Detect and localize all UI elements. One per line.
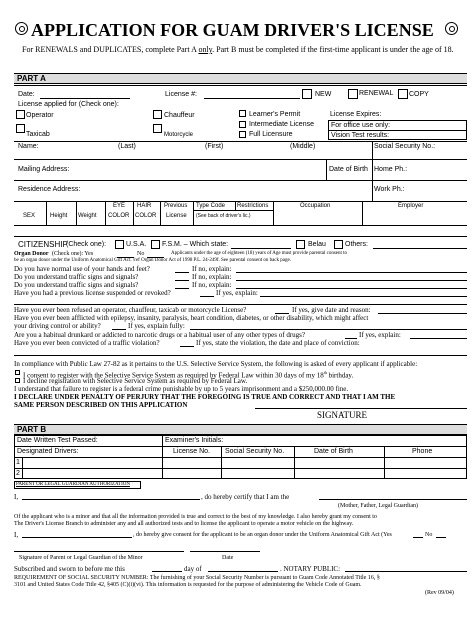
copy-checkbox[interactable] bbox=[398, 89, 408, 99]
q7-explain-label: If yes, explain: bbox=[359, 331, 401, 339]
guardian-organ-yes-field[interactable] bbox=[413, 537, 423, 538]
question-refused: Have you ever been refused an operator, chauffeur, taxicab or motorcycle License? bbox=[14, 306, 247, 314]
taxicab-label: Taxicab bbox=[26, 131, 50, 138]
designated-drivers-header: Designated Drivers: bbox=[17, 448, 79, 455]
dob-label: Date of Birth bbox=[329, 166, 368, 173]
others-field[interactable] bbox=[373, 248, 467, 249]
intermediate-license-checkbox[interactable] bbox=[239, 121, 246, 128]
notary-day-of-text: day of bbox=[184, 565, 202, 573]
new-label: NEW bbox=[315, 91, 332, 98]
consent-register-label: I consent to register with the Selective Service System as required by Federal Law within 30 days of my 18th birthday. bbox=[23, 370, 354, 380]
citizenship-check-one: (Check one): bbox=[66, 241, 107, 248]
q6-explain-label: If yes, explain fully: bbox=[128, 322, 185, 330]
renewal-label: RENEWAL bbox=[359, 90, 394, 97]
date-label: Date: bbox=[18, 91, 35, 98]
home-phone-label: Home Ph.: bbox=[374, 166, 408, 173]
q1-explain-label: If no, explain: bbox=[192, 265, 232, 273]
guardian-i2-label: I, bbox=[14, 531, 19, 539]
copy-label: COPY bbox=[409, 91, 429, 98]
see-back-note: (See back of driver's lic.) bbox=[196, 213, 251, 219]
license-applied-label: License applied for (Check one): bbox=[18, 101, 119, 108]
part-a-bar bbox=[14, 73, 467, 84]
others-checkbox[interactable] bbox=[334, 240, 343, 249]
sex-header: SEX bbox=[23, 213, 36, 219]
learners-permit-label: Learner's Permit bbox=[249, 111, 301, 118]
page-title: APPLICATION FOR GUAM DRIVER'S LICENSE bbox=[31, 20, 434, 40]
guardian-paragraph-1: Of the applicant who is a minor and that all the information provided is true and correct to the best of my knowledge. I also hereby grant my consent to bbox=[14, 514, 377, 520]
operator-label: Operator bbox=[26, 112, 54, 119]
belau-label: Belau bbox=[308, 241, 326, 248]
chauffeur-label: Chauffeur bbox=[164, 112, 195, 119]
chauffeur-checkbox[interactable] bbox=[153, 110, 162, 119]
part-b-label: PART B bbox=[17, 425, 47, 434]
guardian-date-label: Date bbox=[222, 555, 234, 561]
organ-donor-minor-text: Applicants under the age of eighteen (18) years of Age must provide parental consent to bbox=[171, 251, 348, 256]
decline-register-label: I decline registration with Selective Service System as required by Federal Law. bbox=[23, 377, 248, 385]
question-drugs: Are you a habitual drunkard or addicted to narcotic drugs or a habitual user of any other types of drugs? bbox=[14, 331, 305, 339]
q5-explain-field[interactable] bbox=[378, 313, 467, 314]
organ-donor-label: Organ Donor bbox=[14, 251, 49, 257]
phone-header: Phone bbox=[412, 448, 433, 455]
name-label: Name: bbox=[18, 143, 39, 150]
q8-answer-field[interactable] bbox=[180, 346, 194, 347]
learners-permit-checkbox[interactable] bbox=[239, 110, 246, 117]
question-traffic-signs: Do you understand traffic signs and signals? bbox=[14, 273, 139, 281]
guardian-paragraph-2: The Driver's License Branch to administer any and all authorized tests and to license the applicant to operate a motor vehicle on the highway. bbox=[14, 521, 354, 527]
driver-row-2: 2 bbox=[16, 470, 20, 477]
q3-explain-field[interactable] bbox=[236, 288, 467, 289]
notary-sworn-text: Subscribed and sworn to before me this bbox=[14, 565, 125, 573]
renewal-checkbox[interactable] bbox=[348, 89, 358, 99]
applicant-signature-field[interactable] bbox=[255, 408, 467, 409]
guardian-name2-field[interactable] bbox=[22, 537, 132, 538]
question-disability-cont: your driving control or ability? bbox=[14, 322, 101, 330]
usa-checkbox[interactable] bbox=[115, 240, 124, 249]
perjury-declaration-cont: SAME PERSON DESCRIBED ON THIS APPLICATION bbox=[14, 401, 188, 409]
guardian-certify-text: , do hereby certify that I am the bbox=[201, 493, 290, 501]
full-licensure-label: Full Licensure bbox=[249, 131, 293, 138]
selective-service-intro: In compliance with Public Law 27-82 as it pertains to the U.S. Selective Service System, the following is asked of every applicant if applicable: bbox=[14, 360, 418, 368]
weight-header: Weight bbox=[78, 213, 97, 219]
part-a-label: PART A bbox=[17, 74, 46, 83]
license-number-field[interactable] bbox=[204, 98, 300, 99]
q1-explain-field[interactable] bbox=[236, 272, 467, 273]
employer-header: Employer bbox=[398, 203, 424, 209]
q4-extra-line bbox=[14, 304, 467, 305]
taxicab-checkbox[interactable] bbox=[16, 124, 25, 133]
ssn-requirement-text: REQUIREMENT OF SOCIAL SECURITY NUMBER: The furnishing of your Social Security Number is pursuant to Guam Code Annotated Title 16, § bbox=[14, 575, 380, 581]
full-licensure-checkbox[interactable] bbox=[239, 131, 246, 138]
q3-explain-label: If no, explain: bbox=[192, 281, 232, 289]
motorcycle-label: Motorcycle bbox=[164, 132, 194, 138]
signature-label: SIGNATURE bbox=[317, 410, 368, 420]
driver-row-1: 1 bbox=[16, 459, 20, 466]
question-traffic-signs-2: Do you understand traffic signs and signals? bbox=[14, 281, 139, 289]
ssn-requirement-text-cont: 3101 and United States Code Title 42, §405 (C)(i)(vi). This information is requested for the purpose of administering the Vehicle Code of Guam. bbox=[14, 582, 362, 588]
q4-explain-field[interactable] bbox=[260, 296, 467, 297]
q4-answer-field[interactable] bbox=[200, 296, 214, 297]
mailing-address-label: Mailing Address: bbox=[18, 166, 70, 173]
q8-explain-field[interactable] bbox=[14, 355, 467, 356]
license-no-header: License No. bbox=[173, 448, 210, 455]
guardian-section-title: PARENT OR LEGAL GUARDIAN AUTHORIZATION bbox=[16, 482, 130, 487]
license-header: License bbox=[166, 213, 187, 219]
occupation-header: Occupation bbox=[300, 203, 331, 209]
eye-header: EYE bbox=[113, 203, 126, 209]
new-checkbox[interactable] bbox=[302, 89, 312, 99]
notary-month-field[interactable] bbox=[208, 571, 278, 572]
q3-answer-field[interactable] bbox=[175, 288, 189, 289]
license-expires-label: License Expires: bbox=[330, 111, 382, 118]
page-subtitle: For RENEWALS and DUPLICATES, complete Part A only. Part B must be completed if the first-time applicant is under the age of 18. bbox=[22, 45, 454, 54]
ssn-label: Social Security No.: bbox=[374, 143, 436, 150]
question-hands-feet: Do you have normal use of your hands and feet? bbox=[14, 265, 150, 273]
consent-register-checkbox[interactable] bbox=[15, 370, 20, 375]
guardian-organ-no-field[interactable] bbox=[436, 537, 446, 538]
decline-register-checkbox[interactable] bbox=[15, 378, 20, 383]
revision-label: (Rev 09/04) bbox=[425, 590, 454, 596]
office-use-label: For office use only: bbox=[331, 122, 391, 129]
usa-label: U.S.A. bbox=[126, 241, 147, 248]
vision-test-label: Vision Test results: bbox=[331, 132, 390, 139]
perjury-declaration: I DECLARE UNDER PENALTY OF PERJURY THAT THE FOREGOING IS TRUE AND CORRECT AND THAT I AM THE bbox=[14, 393, 396, 401]
others-label: Others: bbox=[345, 241, 368, 248]
q2-answer-field[interactable] bbox=[175, 280, 189, 281]
type-code-header: Type Code bbox=[196, 203, 226, 209]
guardian-date-field[interactable] bbox=[190, 551, 260, 552]
guardian-relation-field[interactable] bbox=[319, 499, 467, 500]
guardian-organ-no-label: No bbox=[425, 532, 433, 538]
fsm-state-field[interactable] bbox=[231, 248, 291, 249]
ssn-header: Social Security No. bbox=[225, 448, 285, 455]
guardian-name-field[interactable] bbox=[22, 499, 200, 500]
guardian-signature-field[interactable] bbox=[14, 551, 184, 552]
q6-explain-field[interactable] bbox=[190, 329, 467, 330]
height-header: Height bbox=[50, 213, 68, 219]
notary-public-label: . NOTARY PUBLIC: bbox=[280, 565, 341, 573]
dob-header: Date of Birth bbox=[314, 448, 353, 455]
guam-seal-right-icon bbox=[445, 22, 458, 35]
operator-checkbox[interactable] bbox=[16, 110, 25, 119]
middle-name-label: (Middle) bbox=[290, 143, 316, 150]
hair-header: HAIR bbox=[137, 203, 152, 209]
restrictions-header: Restrictions bbox=[237, 203, 269, 209]
examiner-initials-label: Examiner's Initials: bbox=[165, 437, 224, 444]
motorcycle-checkbox[interactable] bbox=[153, 124, 162, 133]
first-name-label: (First) bbox=[205, 143, 224, 150]
belau-checkbox[interactable] bbox=[296, 240, 305, 249]
question-disability: Have you ever been afflicted with epilepsy, insanity, paralysis, heart condition, diabetes, or other disability, which might affect bbox=[14, 314, 369, 322]
fsm-label: F.S.M. – Which state: bbox=[162, 241, 229, 248]
fsm-checkbox[interactable] bbox=[151, 240, 160, 249]
guardian-i-label: I, bbox=[14, 493, 19, 501]
written-test-label: Date Written Test Passed: bbox=[17, 437, 98, 444]
hair-color-header: COLOR bbox=[135, 213, 157, 219]
work-phone-label: Work Ph.: bbox=[374, 186, 405, 193]
organ-donor-no-label: No bbox=[137, 251, 145, 257]
q6-answer-field[interactable] bbox=[112, 329, 126, 330]
guardian-organ-consent-text: , do hereby give consent for the applicant to be an organ donor under the Uniform Anatomical Gift Act (Yes bbox=[133, 532, 392, 538]
guam-seal-left-icon bbox=[15, 22, 28, 35]
q7-explain-field[interactable] bbox=[410, 338, 467, 339]
eye-color-header: COLOR bbox=[108, 213, 130, 219]
organ-donor-act-text: be an organ donor under the Uniform Anatomical Gift Act. /ref Organ Donor Act of 1998 P.L. 24-249f. See parental consent on back page. bbox=[14, 258, 291, 263]
guardian-signature-label: Signature of Parent or Legal Guardian of the Minor bbox=[19, 555, 143, 561]
date-field[interactable] bbox=[40, 98, 130, 99]
question-suspended: Have you had a previous license suspended or revoked? bbox=[14, 289, 171, 297]
citizenship-label: CITIZENSHIP bbox=[18, 240, 68, 249]
guardian-relation-hint: (Mother, Father, Legal Guardian) bbox=[338, 503, 418, 509]
q8-explain-label: If yes, state the violation, the date and place of conviction: bbox=[196, 339, 360, 347]
q5-explain-label: If yes, give date and reason: bbox=[292, 306, 371, 314]
q2-explain-label: If no, explain: bbox=[192, 273, 232, 281]
organ-donor-check-one: (Check one): Yes bbox=[52, 251, 94, 257]
previous-header: Previous bbox=[164, 203, 188, 209]
notary-signature-field[interactable] bbox=[345, 571, 467, 572]
q2-explain-field[interactable] bbox=[236, 280, 467, 281]
part-b-bar bbox=[14, 424, 467, 435]
q1-answer-field[interactable] bbox=[175, 272, 189, 273]
intermediate-license-label: Intermediate License bbox=[249, 121, 314, 128]
residence-address-label: Residence Address: bbox=[18, 186, 81, 193]
last-name-label: (Last) bbox=[118, 143, 136, 150]
question-violation: Have you ever been convicted of a traffic violation? bbox=[14, 339, 160, 347]
q4-explain-label: If yes, explain: bbox=[216, 289, 258, 297]
license-number-label: License #: bbox=[165, 91, 197, 98]
selective-service-warning: I understand that failure to register is a federal crime punishable by up to 5 years imprisonment and a $250,000.00 fine. bbox=[14, 385, 349, 393]
notary-day-field[interactable] bbox=[152, 571, 182, 572]
